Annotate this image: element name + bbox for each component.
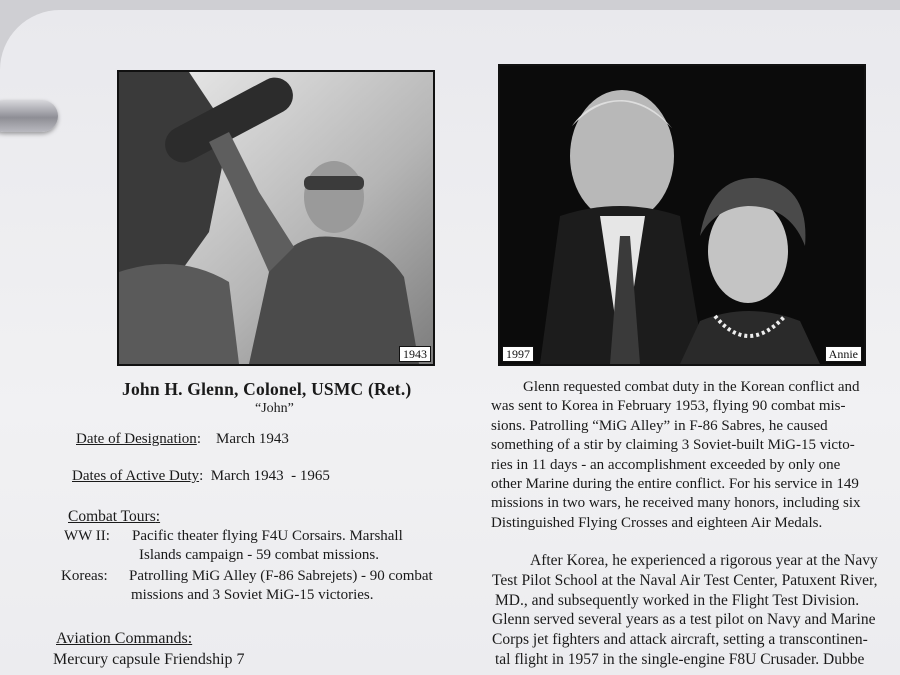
photo-caption-annie: Annie <box>825 346 862 362</box>
bio-nickname: “John” <box>255 401 294 416</box>
tour-war: Koreas: <box>61 568 108 584</box>
photo-glenn-1943-image <box>119 72 433 364</box>
text-line: After Korea, he experienced a rigorous year at the Navy <box>530 552 878 569</box>
active-duty-value: March 1943 - 1965 <box>210 468 330 484</box>
binder-ring <box>0 100 58 132</box>
article-paragraph-2 <box>492 551 878 670</box>
photo-glenn-1943 <box>117 70 435 366</box>
text-line: tal flight in 1957 in the single-engine F8U Crusader. Dubbe <box>495 650 865 668</box>
photo-glenn-annie-1997 <box>498 64 866 366</box>
text-line: Corps jet fighters and attack aircraft, setting a transcontinen- <box>492 631 868 649</box>
designation-row: Date of Designation: March 1943 <box>76 431 289 447</box>
active-duty-row: Dates of Active Duty: March 1943 - 1965 <box>72 468 330 484</box>
text-line: Distinguished Flying Crosses and eighteen Air Medals. <box>491 514 823 531</box>
tour-line: Patrolling MiG Alley (F-86 Sabrejets) - 90 combat <box>129 568 433 584</box>
tour-item <box>64 527 403 565</box>
text-line: Test Pilot School at the Naval Air Test Center, Patuxent River, <box>492 571 878 589</box>
bio-name: John H. Glenn, Colonel, USMC (Ret.) <box>122 379 412 399</box>
tour-line: Islands campaign - 59 combat missions. <box>139 547 379 563</box>
text-line: was sent to Korea in February 1953, flying 90 combat mis- <box>491 398 846 415</box>
tour-line: Pacific theater flying F4U Corsairs. Marshall <box>132 528 403 544</box>
combat-tours-label: Combat Tours <box>68 508 156 525</box>
text-line: other Marine during the entire conflict. For his service in 149 <box>491 476 859 493</box>
designation-value: March 1943 <box>215 431 289 447</box>
photo-year-label: 1997 <box>502 346 534 362</box>
text-line: missions in two wars, he received many honors, including six <box>491 495 861 512</box>
text-line: MD., and subsequently worked in the Flight Test Division. <box>495 591 860 609</box>
active-duty-label: Dates of Active Duty <box>72 468 200 484</box>
text-line: Glenn served several years as a test pilot on Navy and Marine <box>492 611 876 629</box>
designation-label: Date of Designation <box>76 431 197 447</box>
combat-tours-heading: Combat Tours: <box>68 508 161 525</box>
text-line: ries in 11 days - an accomplishment exceeded by only one <box>491 456 841 473</box>
aviation-commands-label: Aviation Commands <box>56 630 188 647</box>
text-line: something of a stir by claiming 3 Soviet-built MiG-15 victo- <box>491 437 855 454</box>
text-line: Glenn requested combat duty in the Korean conflict and <box>523 379 860 395</box>
aviation-command-item: Mercury capsule Friendship 7 <box>53 651 245 668</box>
tour-war: WW II: <box>64 528 110 544</box>
tour-line: missions and 3 Soviet MiG-15 victories. <box>131 587 374 603</box>
text-line: sions. Patrolling “MiG Alley” in F-86 Sabres, he caused <box>491 417 828 434</box>
tour-item <box>61 567 433 605</box>
article-paragraph-1 <box>491 378 861 533</box>
aviation-commands-heading: Aviation Commands: <box>56 630 193 647</box>
photo-glenn-annie-image <box>500 66 864 364</box>
photo-year-label: 1943 <box>399 346 431 362</box>
